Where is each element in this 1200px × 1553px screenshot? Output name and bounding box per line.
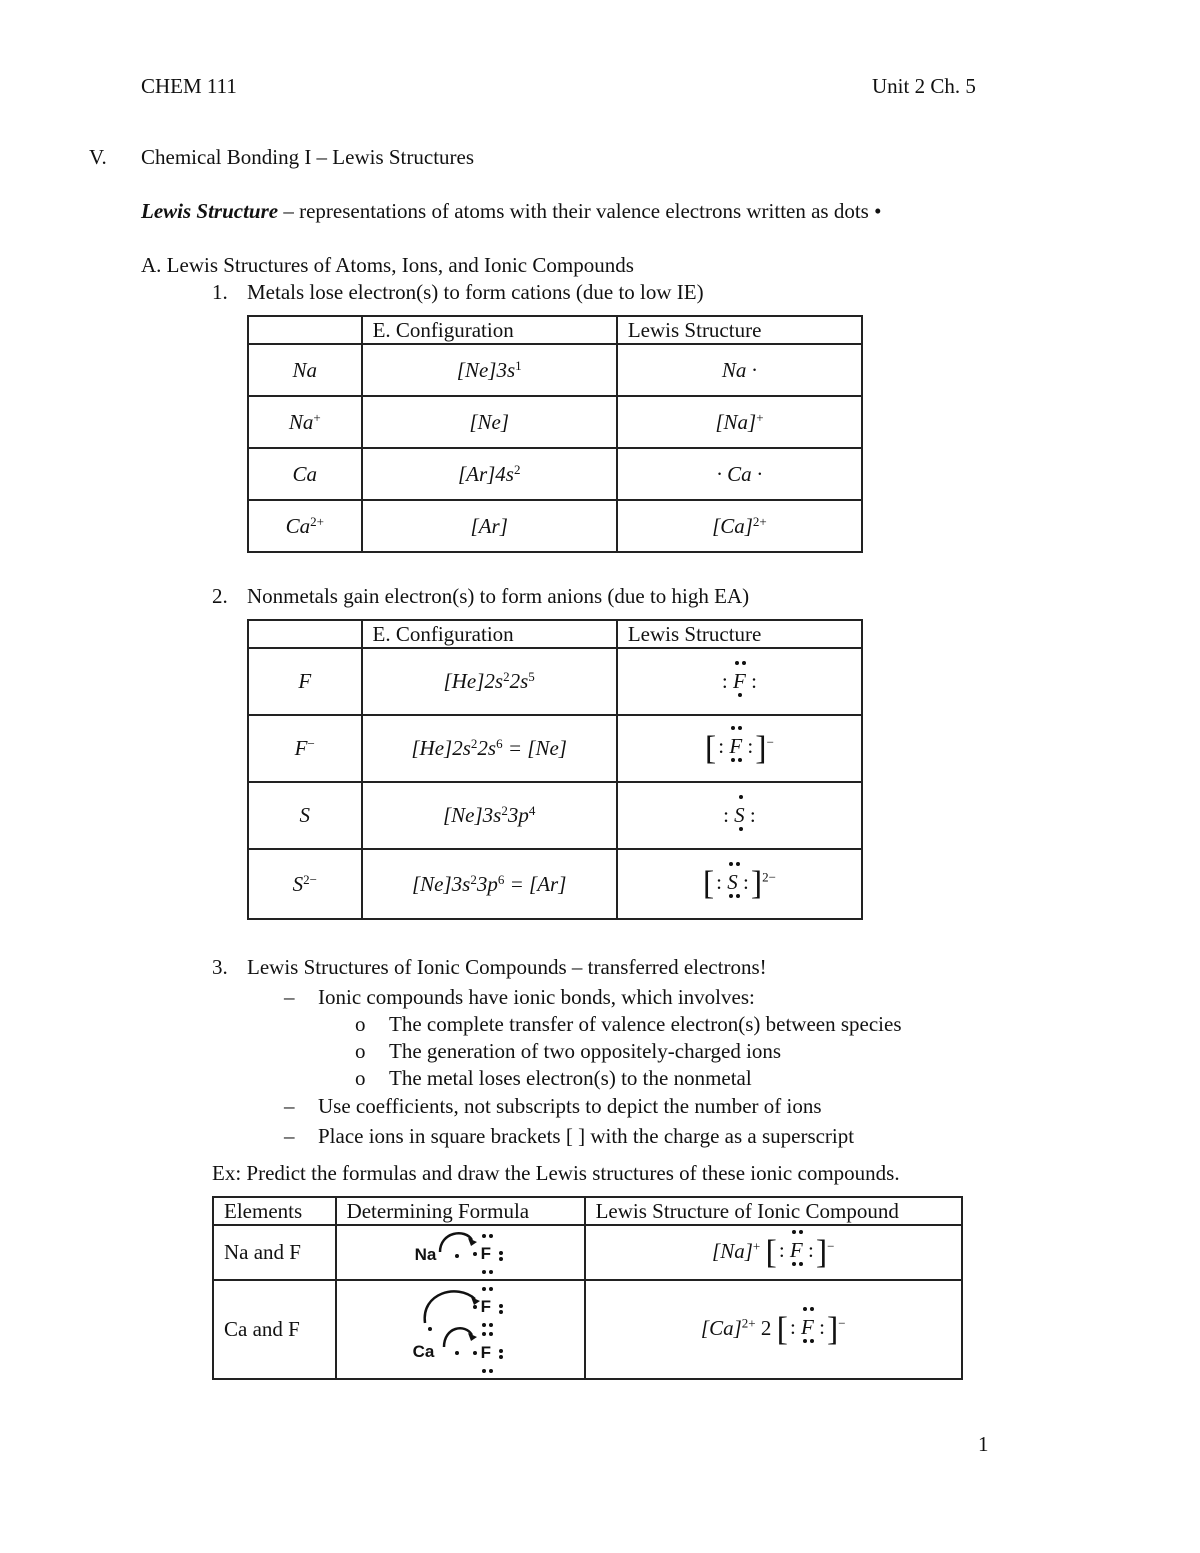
lewis-cell: [: F : ]−: [617, 715, 862, 782]
lewis-dot-structure: : S :: [714, 870, 751, 895]
header-e-configuration: E. Configuration: [362, 316, 617, 344]
electron-dot: [803, 1307, 807, 1311]
config-cell: $[He]2s^22s^6 = [Ne]$: [362, 715, 617, 782]
bullet-dash: –: [284, 985, 295, 1009]
lewis-cell: [: S : ]$^{2-}$: [617, 849, 862, 919]
lewis-dot-structure: : F :: [788, 1315, 827, 1340]
header-e-configuration: E. Configuration: [362, 620, 617, 648]
bullet-text: The complete transfer of valence electron(s) between species: [389, 1012, 902, 1036]
species-cell: Ca: [248, 448, 362, 500]
header-lewis-structure: Lewis Structure: [617, 620, 862, 648]
electron-dot: [810, 1339, 814, 1343]
species-cell: F: [248, 648, 362, 715]
table-header-row: [248, 620, 862, 648]
anion-table: [247, 619, 863, 920]
formula-cell: [336, 1280, 585, 1379]
bullet-text: The metal loses electron(s) to the nonmetal: [389, 1066, 752, 1090]
electron-dot: [731, 726, 735, 730]
item-3-number: 3.: [212, 955, 228, 979]
table-row: [248, 448, 862, 500]
ionic-lewis-cell: $[Ca]^{2+}$ 2 [: F : ]−: [585, 1280, 962, 1379]
table-header-row: [248, 316, 862, 344]
config-cell: $[Ne]3s^1$: [362, 344, 617, 396]
bullet-circle: o: [355, 1012, 366, 1036]
electron-dot: [738, 726, 742, 730]
electron-dot: [738, 693, 742, 697]
species-cell: Na+: [248, 396, 362, 448]
nonmetal-symbol: F: [480, 1244, 491, 1263]
bullet-text: Place ions in square brackets [ ] with the charge as a superscript: [318, 1124, 855, 1148]
formula-cell: [336, 1225, 585, 1280]
bullet-text: The generation of two oppositely-charged ions: [389, 1039, 782, 1063]
electron-dot: [738, 758, 742, 762]
electron-dot: [810, 1307, 814, 1311]
species-cell: S: [248, 782, 362, 849]
subsection-a-title: A. Lewis Structures of Atoms, Ions, and Ionic Compounds: [141, 253, 634, 277]
electron-dot: [799, 1262, 803, 1266]
electron-dot: [799, 1230, 803, 1234]
table-row: [248, 715, 862, 782]
nonmetal-symbol: F: [480, 1343, 491, 1362]
table-row: [213, 1225, 962, 1280]
lewis-cell: $[Ca]^{2+}$: [617, 500, 862, 552]
electron-dot: [729, 862, 733, 866]
page-number: 1: [978, 1432, 989, 1456]
electron-dot: [792, 1230, 796, 1234]
table-row: [248, 782, 862, 849]
table-row: [248, 396, 862, 448]
species-cell: $S^{2-}$: [248, 849, 362, 919]
electron-transfer-diagram: [337, 1226, 584, 1279]
bullet-text: Use coefficients, not subscripts to depict the number of ions: [318, 1094, 822, 1118]
elements-cell: Ca and F: [213, 1280, 336, 1379]
header-elements: Elements: [213, 1197, 336, 1225]
electron-dot: [736, 894, 740, 898]
bullet-circle: o: [355, 1039, 366, 1063]
lewis-cell: [617, 782, 862, 849]
header-lewis-structure-ionic: Lewis Structure of Ionic Compound: [585, 1197, 962, 1225]
electron-dot: [731, 758, 735, 762]
lewis-cell: · Ca ·: [617, 448, 862, 500]
item-1-text: Metals lose electron(s) to form cations (due to low IE): [247, 280, 704, 304]
config-cell: [Ne]: [362, 396, 617, 448]
config-cell: $[Ar]4s^2$: [362, 448, 617, 500]
lewis-dot-structure: : F :: [777, 1238, 816, 1263]
electron-transfer-diagram: [337, 1281, 584, 1378]
ionic-lewis-cell: [Na]+ [: F : ]−: [585, 1225, 962, 1280]
section-title: Chemical Bonding I – Lewis Structures: [141, 145, 475, 169]
header-cell: [248, 620, 362, 648]
course-label: CHEM 111: [141, 74, 237, 98]
item-2-number: 2.: [212, 584, 228, 608]
lewis-dot-structure: : F :: [718, 669, 761, 694]
elements-cell: Na and F: [213, 1225, 336, 1280]
ionic-compound-table: [212, 1196, 963, 1380]
species-cell: F−: [248, 715, 362, 782]
electron-dot: [735, 661, 739, 665]
definition-term: Lewis Structure: [141, 199, 279, 223]
config-cell: $[Ne]3s^23p^4$: [362, 782, 617, 849]
electron-dot: [736, 862, 740, 866]
lewis-cell: Na ·: [617, 344, 862, 396]
cation-table: [247, 315, 863, 553]
lewis-cell: [Na]+: [617, 396, 862, 448]
definition-text: – representations of atoms with their valence electrons written as dots •: [278, 199, 882, 223]
lewis-dot-structure: : F :: [716, 734, 755, 759]
metal-symbol: Na: [414, 1245, 437, 1264]
electron-dot: [742, 661, 746, 665]
example-prompt: Ex: Predict the formulas and draw the Lewis structures of these ionic compounds.: [212, 1161, 900, 1185]
bullet-text: Ionic compounds have ionic bonds, which involves:: [318, 985, 755, 1009]
nonmetal-symbol: F: [480, 1297, 491, 1316]
item-1-number: 1.: [212, 280, 228, 304]
section-numeral: V.: [89, 145, 107, 169]
electron-dot: [792, 1262, 796, 1266]
electron-dot: [739, 795, 743, 799]
lewis-dot-structure: : S :: [719, 803, 760, 828]
header-determining-formula: Determining Formula: [336, 1197, 585, 1225]
species-cell: $Ca^{2+}$: [248, 500, 362, 552]
table-row: [248, 648, 862, 715]
species-cell: Na: [248, 344, 362, 396]
unit-label: Unit 2 Ch. 5: [872, 74, 976, 98]
config-cell: [Ar]: [362, 500, 617, 552]
item-2-text: Nonmetals gain electron(s) to form anions (due to high EA): [247, 584, 750, 608]
lewis-cell: [617, 648, 862, 715]
electron-dot: [729, 894, 733, 898]
electron-dot: [803, 1339, 807, 1343]
table-row: [248, 500, 862, 552]
definition: [141, 199, 881, 224]
bullet-circle: o: [355, 1066, 366, 1090]
config-cell: $[Ne]3s^23p^6 = [Ar]$: [362, 849, 617, 919]
table-row: [248, 344, 862, 396]
config-cell: $[He]2s^22s^5$: [362, 648, 617, 715]
table-row: [213, 1280, 962, 1379]
header-cell: [248, 316, 362, 344]
electron-dot: [739, 827, 743, 831]
transfer-arrow: [337, 1226, 584, 1279]
metal-symbol: Ca: [412, 1342, 435, 1361]
table-header-row: [213, 1197, 962, 1225]
bullet-dash: –: [284, 1124, 295, 1148]
item-3-text: Lewis Structures of Ionic Compounds – transferred electrons!: [247, 955, 767, 979]
header-lewis-structure: Lewis Structure: [617, 316, 862, 344]
transfer-arrow: [337, 1281, 584, 1378]
bullet-dash: –: [284, 1094, 295, 1118]
table-row: [248, 849, 862, 919]
